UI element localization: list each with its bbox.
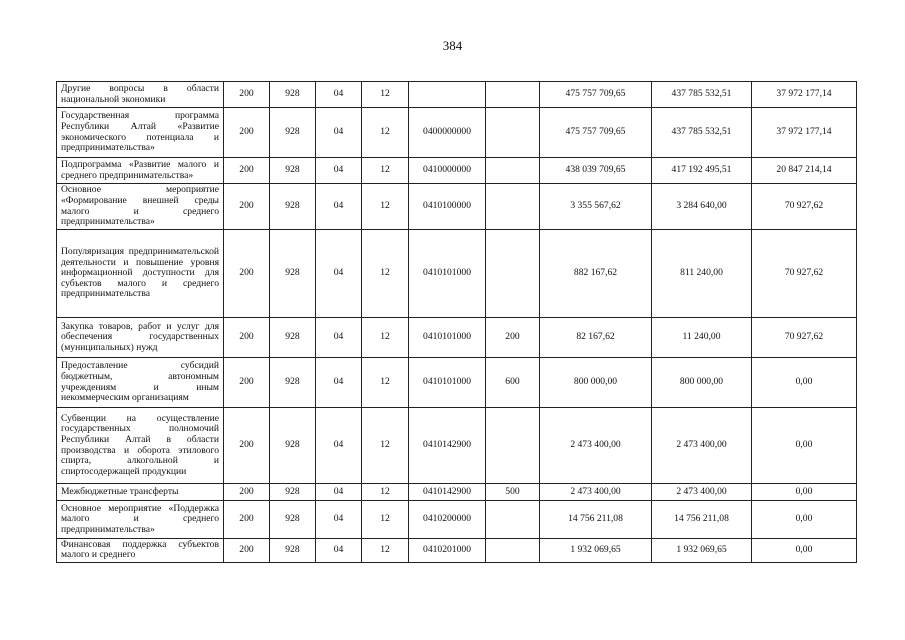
sum-column-3: 20 847 214,14 — [752, 158, 857, 184]
target-article-code: 0410000000 — [409, 158, 486, 184]
razdel-code: 04 — [316, 82, 362, 108]
row-name: Основное мероприятие «Поддержка малого и среднего предпринимательства» — [57, 501, 224, 539]
target-article-code — [409, 82, 486, 108]
sum-column-2: 437 785 532,51 — [652, 82, 752, 108]
sum-column-1: 3 355 567,62 — [540, 184, 652, 230]
sum-column-2: 417 192 495,51 — [652, 158, 752, 184]
razdel-code: 04 — [316, 501, 362, 539]
grbs-code: 928 — [270, 358, 316, 408]
vedomstvo-code: 200 — [224, 408, 270, 484]
vedomstvo-code: 200 — [224, 158, 270, 184]
sum-column-1: 2 473 400,00 — [540, 484, 652, 501]
expense-type-code — [486, 539, 540, 563]
budget-table — [56, 81, 857, 563]
sum-column-2: 2 473 400,00 — [652, 408, 752, 484]
expense-type-code: 200 — [486, 318, 540, 358]
vedomstvo-code: 200 — [224, 539, 270, 563]
target-article-code: 0410101000 — [409, 318, 486, 358]
podrazdel-code: 12 — [362, 158, 409, 184]
podrazdel-code: 12 — [362, 318, 409, 358]
page-number: 384 — [442, 38, 463, 53]
razdel-code: 04 — [316, 184, 362, 230]
sum-column-3: 0,00 — [752, 539, 857, 563]
podrazdel-code: 12 — [362, 539, 409, 563]
expense-type-code — [486, 408, 540, 484]
target-article-code: 0410142900 — [409, 408, 486, 484]
sum-column-1: 800 000,00 — [540, 358, 652, 408]
sum-column-3: 0,00 — [752, 501, 857, 539]
razdel-code: 04 — [316, 108, 362, 158]
sum-column-2: 811 240,00 — [652, 230, 752, 318]
podrazdel-code: 12 — [362, 108, 409, 158]
row-name: Основное мероприятие «Формирование внешней среды малого и среднего предпринимательства» — [57, 184, 224, 230]
target-article-code: 0410200000 — [409, 501, 486, 539]
expense-type-code — [486, 184, 540, 230]
razdel-code: 04 — [316, 230, 362, 318]
grbs-code: 928 — [270, 230, 316, 318]
sum-column-1: 438 039 709,65 — [540, 158, 652, 184]
target-article-code: 0400000000 — [409, 108, 486, 158]
table-row — [57, 158, 857, 184]
podrazdel-code: 12 — [362, 230, 409, 318]
vedomstvo-code: 200 — [224, 318, 270, 358]
sum-column-3: 0,00 — [752, 358, 857, 408]
target-article-code: 0410201000 — [409, 539, 486, 563]
table-row — [57, 484, 857, 501]
sum-column-2: 1 932 069,65 — [652, 539, 752, 563]
row-name: Закупка товаров, работ и услуг для обеспечения государственных (муниципальных) нужд — [57, 318, 224, 358]
sum-column-3: 70 927,62 — [752, 318, 857, 358]
sum-column-1: 2 473 400,00 — [540, 408, 652, 484]
sum-column-3: 0,00 — [752, 408, 857, 484]
vedomstvo-code: 200 — [224, 230, 270, 318]
table-row — [57, 358, 857, 408]
row-name: Субвенции на осуществление государственных полномочий Республики Алтай в области производства и оборота этилового спирта, алкогольной и спиртосодержащей продукции — [57, 408, 224, 484]
table-row — [57, 230, 857, 318]
sum-column-3: 37 972 177,14 — [752, 108, 857, 158]
expense-type-code — [486, 82, 540, 108]
vedomstvo-code: 200 — [224, 108, 270, 158]
budget-table-body — [57, 82, 857, 563]
grbs-code: 928 — [270, 82, 316, 108]
sum-column-2: 800 000,00 — [652, 358, 752, 408]
grbs-code: 928 — [270, 501, 316, 539]
table-row — [57, 408, 857, 484]
vedomstvo-code: 200 — [224, 358, 270, 408]
table-row — [57, 318, 857, 358]
expense-type-code — [486, 501, 540, 539]
grbs-code: 928 — [270, 484, 316, 501]
vedomstvo-code: 200 — [224, 501, 270, 539]
grbs-code: 928 — [270, 108, 316, 158]
target-article-code: 0410100000 — [409, 184, 486, 230]
grbs-code: 928 — [270, 318, 316, 358]
row-name: Подпрограмма «Развитие малого и среднего предпринимательства» — [57, 158, 224, 184]
podrazdel-code: 12 — [362, 501, 409, 539]
podrazdel-code: 12 — [362, 82, 409, 108]
expense-type-code — [486, 230, 540, 318]
podrazdel-code: 12 — [362, 408, 409, 484]
razdel-code: 04 — [316, 158, 362, 184]
row-name: Финансовая поддержка субъектов малого и среднего — [57, 539, 224, 563]
razdel-code: 04 — [316, 408, 362, 484]
row-name: Предоставление субсидий бюджетным, автономным учреждениям и иным некоммерческим организациям — [57, 358, 224, 408]
table-row — [57, 108, 857, 158]
sum-column-1: 475 757 709,65 — [540, 82, 652, 108]
target-article-code: 0410101000 — [409, 230, 486, 318]
sum-column-3: 37 972 177,14 — [752, 82, 857, 108]
table-row — [57, 539, 857, 563]
grbs-code: 928 — [270, 408, 316, 484]
table-row — [57, 82, 857, 108]
sum-column-1: 882 167,62 — [540, 230, 652, 318]
grbs-code: 928 — [270, 184, 316, 230]
sum-column-1: 475 757 709,65 — [540, 108, 652, 158]
row-name: Другие вопросы в области национальной экономики — [57, 82, 224, 108]
sum-column-2: 14 756 211,08 — [652, 501, 752, 539]
sum-column-2: 2 473 400,00 — [652, 484, 752, 501]
sum-column-1: 14 756 211,08 — [540, 501, 652, 539]
sum-column-3: 70 927,62 — [752, 230, 857, 318]
target-article-code: 0410101000 — [409, 358, 486, 408]
row-name: Межбюджетные трансферты — [57, 484, 224, 501]
sum-column-1: 1 932 069,65 — [540, 539, 652, 563]
grbs-code: 928 — [270, 539, 316, 563]
expense-type-code: 500 — [486, 484, 540, 501]
razdel-code: 04 — [316, 358, 362, 408]
podrazdel-code: 12 — [362, 484, 409, 501]
grbs-code: 928 — [270, 158, 316, 184]
podrazdel-code: 12 — [362, 358, 409, 408]
expense-type-code — [486, 108, 540, 158]
sum-column-3: 0,00 — [752, 484, 857, 501]
sum-column-2: 437 785 532,51 — [652, 108, 752, 158]
razdel-code: 04 — [316, 484, 362, 501]
sum-column-2: 3 284 640,00 — [652, 184, 752, 230]
expense-type-code: 600 — [486, 358, 540, 408]
row-name: Популяризация предпринимательской деятельности и повышение уровня информационной доступности для субъектов малого и среднего предпринимательства — [57, 230, 224, 318]
podrazdel-code: 12 — [362, 184, 409, 230]
sum-column-1: 82 167,62 — [540, 318, 652, 358]
target-article-code: 0410142900 — [409, 484, 486, 501]
expense-type-code — [486, 158, 540, 184]
razdel-code: 04 — [316, 318, 362, 358]
table-row — [57, 501, 857, 539]
vedomstvo-code: 200 — [224, 184, 270, 230]
table-row — [57, 184, 857, 230]
sum-column-2: 11 240,00 — [652, 318, 752, 358]
vedomstvo-code: 200 — [224, 82, 270, 108]
sum-column-3: 70 927,62 — [752, 184, 857, 230]
vedomstvo-code: 200 — [224, 484, 270, 501]
row-name: Государственная программа Республики Алтай «Развитие экономического потенциала и предпринимательства» — [57, 108, 224, 158]
razdel-code: 04 — [316, 539, 362, 563]
